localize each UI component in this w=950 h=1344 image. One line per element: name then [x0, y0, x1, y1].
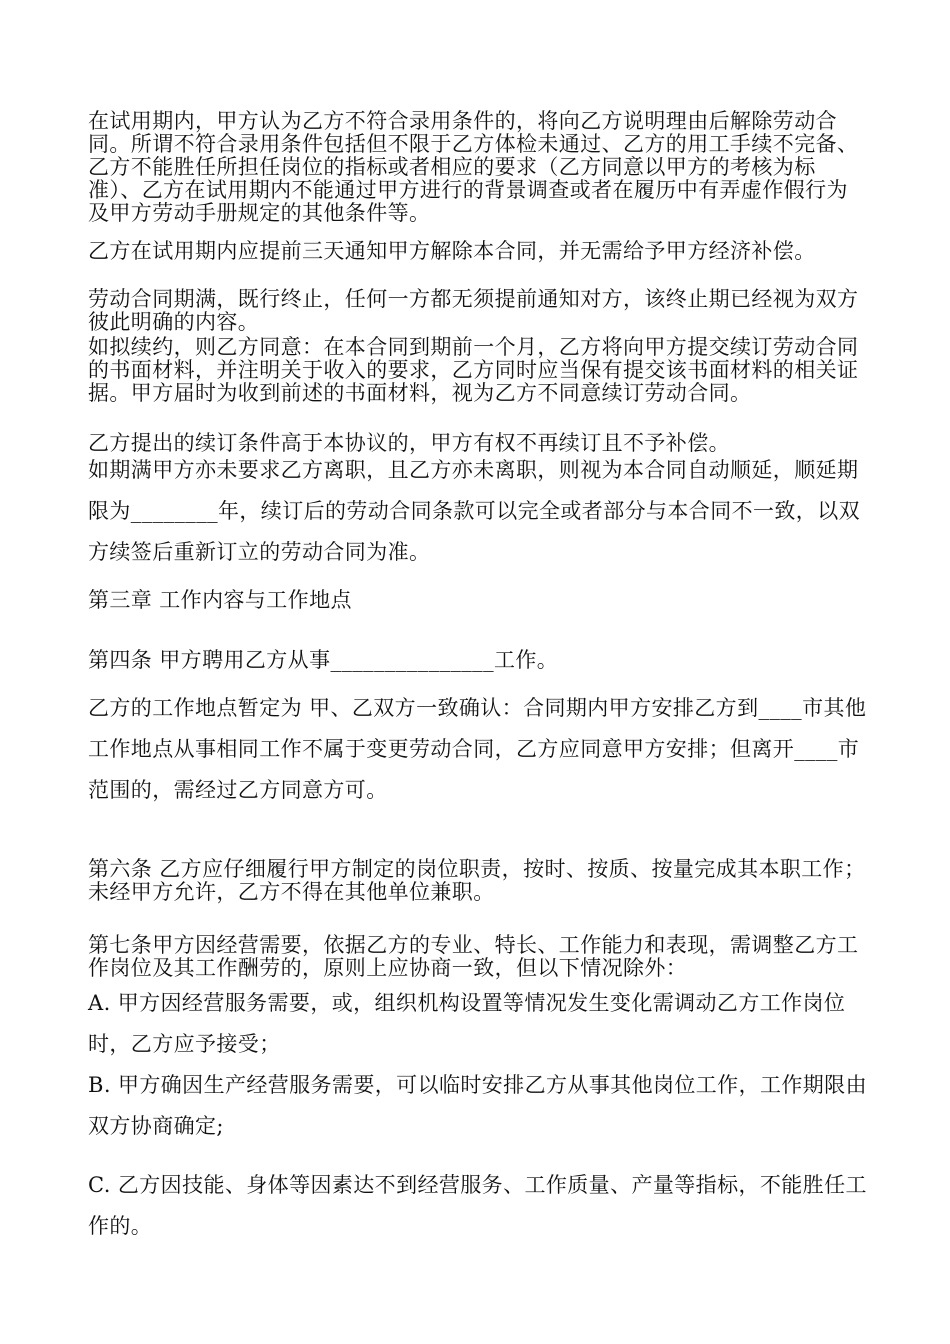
item-a: A. 甲方因经营服务需要，或，组织机构设置等情况发生变化需调动乙方工作岗位时，乙方应予接受； — [88, 991, 846, 1056]
item-b: B. 甲方确因生产经营服务需要，可以临时安排乙方从事其他岗位工作，工作期限由双方协商确定; — [88, 1073, 867, 1138]
paragraph-auto-extension: 如期满甲方亦未要求乙方离职，且乙方亦未离职，则视为本合同自动顺延，顺延期限为________年，续订后的劳动合同条款可以完全或者部分与本合同不一致，以双方续签后重新订立的劳动合同为准。 — [88, 458, 860, 564]
paragraph-renewal: 如拟续约，则乙方同意：在本合同到期前一个月，乙方将向甲方提交续订劳动合同的书面材料，并注明关于收入的要求，乙方同时应当保有提交该书面材料的相关证据。甲方届时为收到前述的书面材料，视为乙方不同意续订劳动合同。 — [88, 335, 859, 405]
item-c: C. 乙方因技能、身体等因素达不到经营服务、工作质量、产量等指标，不能胜任工作的。 — [88, 1173, 867, 1238]
paragraph-employee-resignation: 乙方在试用期内应提前三天通知甲方解除本合同，并无需给予甲方经济补偿。 — [88, 239, 816, 263]
article-seven: 第七条甲方因经营需要，依据乙方的专业、特长、工作能力和表现，需调整乙方工作岗位及其工作酬劳的，原则上应协商一致，但以下情况除外： — [88, 933, 859, 980]
paragraph-work-location: 乙方的工作地点暂定为 甲、乙双方一致确认：合同期内甲方安排乙方到____市其他工作地点从事相同工作不属于变更劳动合同，乙方应同意甲方安排；但离开____市范围的，需经过乙方同意方可。 — [88, 696, 867, 802]
paragraph-probation-termination: 在试用期内，甲方认为乙方不符合录用条件的，将向乙方说明理由后解除劳动合同。所谓不符合录用条件包括但不限于乙方体检未通过、乙方的用工手续不完备、乙方不能胜任所担任岗位的指标或者相应的要求（乙方同意以甲方的考核为标准）、乙方在试用期内不能通过甲方进行的背景调查或者在履历中有弄虚作假行为及甲方劳动手册规定的其他条件等。 — [88, 109, 859, 225]
article-six: 第六条 乙方应仔细履行甲方制定的岗位职责，按时、按质、按量完成其本职工作；未经甲方允许，乙方不得在其他单位兼职。 — [88, 857, 866, 904]
chapter-three-heading: 第三章 工作内容与工作地点 — [88, 588, 352, 612]
paragraph-contract-expiry: 劳动合同期满，既行终止，任何一方都无须提前通知对方，该终止期已经视为双方彼此明确的内容。 — [88, 287, 859, 334]
article-four: 第四条 甲方聘用乙方从事_______________工作。 — [88, 648, 559, 672]
paragraph-renewal-conditions: 乙方提出的续订条件高于本协议的，甲方有权不再续订且不予补偿。 — [88, 431, 730, 455]
